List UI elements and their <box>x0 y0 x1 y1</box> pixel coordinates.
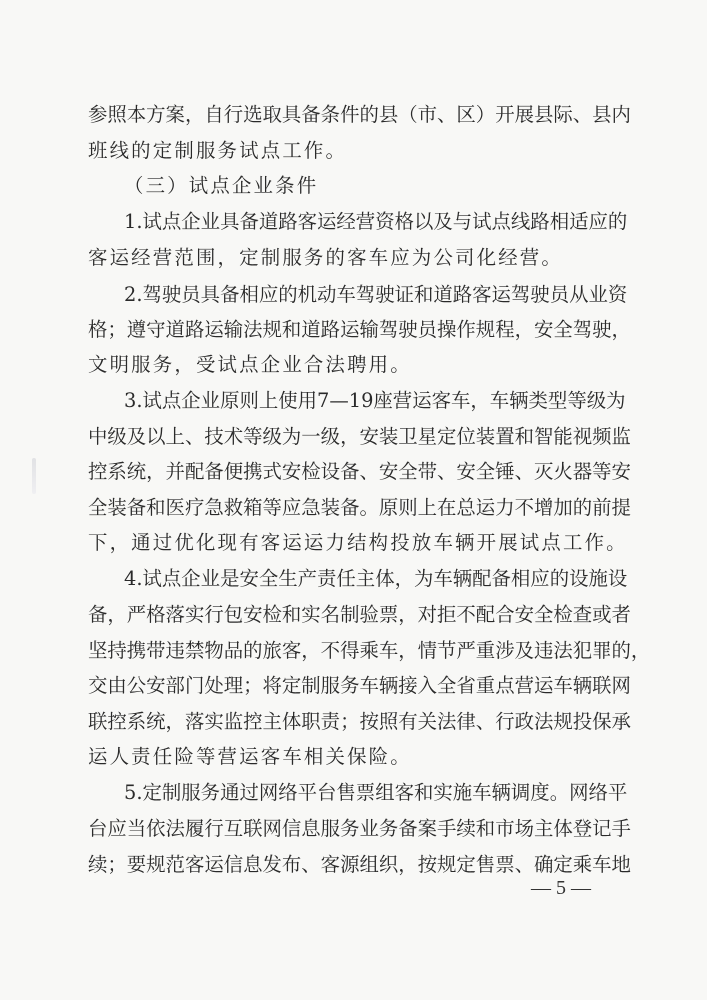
text-line-1: 参照本方案，自行选取具备条件的县（市、区）开展县际、县内 <box>88 103 631 126</box>
text-line-12: 全装备和医疗急救箱等应急装备。原则上在总运力不增加的前提 <box>88 496 631 519</box>
text-line-16: 坚持携带违禁物品的旅客，不得乘车，情节严重涉及违法犯罪的， <box>88 639 651 662</box>
text-line-11: 控系统，并配备便携式安检设备、安全带、安全锤、灭火器等安 <box>88 460 631 483</box>
text-line-7: 格；遵守道路运输法规和道路运输驾驶员操作规程，安全驾驶， <box>88 318 631 341</box>
text-line-13: 下，通过优化现有客运运力结构投放车辆开展试点工作。 <box>88 531 628 554</box>
section-heading: （三）试点企业条件 <box>124 174 319 197</box>
text-line-15: 备，严格落实行包安检和实名制验票，对拒不配合安全检查或者 <box>88 603 631 626</box>
text-line-4: 1.试点企业具备道路客运经营资格以及与试点线路相适应的 <box>124 210 628 233</box>
text-line-17: 交由公安部门处理；将定制服务车辆接入全省重点营运车辆联网 <box>88 674 631 697</box>
text-line-5: 客运经营范围，定制服务的客车应为公司化经营。 <box>88 246 563 269</box>
text-line-2: 班线的定制服务试点工作。 <box>88 139 348 162</box>
text-line-21: 台应当依法履行互联网信息服务业务备案手续和市场主体登记手 <box>88 817 631 840</box>
text-line-10: 中级及以上、技术等级为一级，安装卫星定位装置和智能视频监 <box>88 425 631 448</box>
text-line-18: 联控系统，落实监控主体职责；按照有关法律、行政法规投保承 <box>88 710 631 733</box>
page-number: — 5 — <box>531 877 591 899</box>
text-line-6: 2.驾驶员具备相应的机动车驾驶证和道路客运驾驶员从业资 <box>124 283 628 306</box>
text-line-9: 3.试点企业原则上使用7—19座营运客车，车辆类型等级为 <box>124 389 626 412</box>
text-line-20: 5.定制服务通过网络平台售票组客和实施车辆调度。网络平 <box>124 781 628 804</box>
text-line-8: 文明服务，受试点企业合法聘用。 <box>88 353 412 376</box>
text-line-22: 续；要规范客运信息发布、客源组织，按规定售票、确定乘车地 <box>88 853 631 876</box>
text-line-19: 运人责任险等营运客车相关保险。 <box>88 745 412 768</box>
binding-mark <box>32 458 36 494</box>
text-line-14: 4.试点企业是安全生产责任主体，为车辆配备相应的设施设 <box>124 567 628 590</box>
